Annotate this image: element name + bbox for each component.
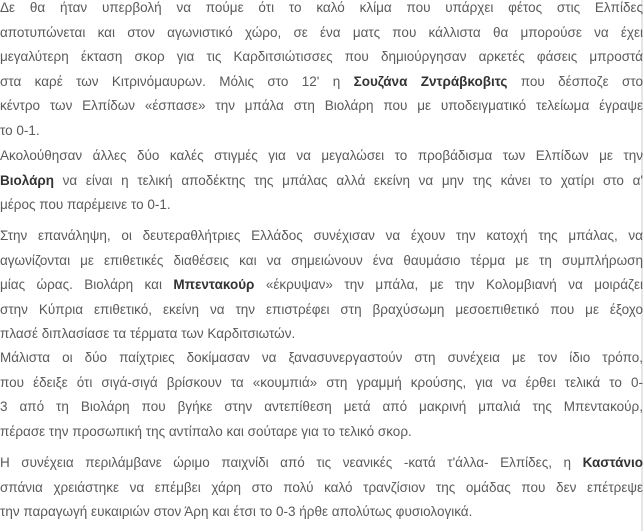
paragraph-4 <box>0 346 643 444</box>
text-line: την παραγωγή ευκαιριών στον Άρη και έτσι το 0-3 ήρθε απολύτως φυσιολογικά. <box>0 504 473 519</box>
text-line: αποτυπώνεται και στον αγωνιστικό χώρο, σε ένα ματς που κάλλιστα θα μπορούσε να έχει <box>0 24 643 40</box>
text-line: στα καρέ των Κιτρινόμαυρων. Μόλις στο 12' η Σουζάνα Ζντράβκοβιτς που δέσποζε στο <box>0 73 643 89</box>
paragraph-5 <box>0 451 643 525</box>
paragraph-1 <box>0 0 643 143</box>
text-line: 3 από τη Βιολάρη που βγήκε στην αντεπίθεση μετά από μακρινή μπαλιά της Μπεντακούρ, <box>0 399 643 414</box>
text-line: μεγαλύτερη έκταση σκορ για τις Καρδιτσιώτισσες που δημιούργησαν αρκετές φάσεις μπροστά <box>0 49 643 64</box>
text-line: Ακολούθησαν άλλες δύο καλές στιγμές για να μεγαλώσει το προβάδισμα των Ελπίδων με την <box>0 148 643 163</box>
player-name-bentacour: Μπεντακούρ <box>173 277 255 292</box>
text-line: Δε θα ήταν υπερβολή να πούμε ότι το καλό κλίμα που υπάρχει φέτος στις Ελπίδες <box>0 0 643 15</box>
text-line: αγωνίζονται με επιθετικές διαθέσεις και να σημειώνουν ένα θαυμάσιο τέρμα με τη συμπλήρωση <box>0 252 643 268</box>
player-name-zdravkovic: Σουζάνα Ζντράβκοβιτς <box>353 73 508 89</box>
text-line: Βιολάρη να είναι η τελική αποδέκτης της μπάλας αλλά εκείνη να μην της κάνει το χατίρι στο α' <box>0 172 643 188</box>
player-name-violari: Βιολάρη <box>0 172 54 188</box>
text-line: κέντρο των Ελπίδων «έσπασε» την μπάλα στη Βιολάρη που με υποδειγματικό τελείωμα έγραψε <box>0 98 643 113</box>
text-line: μίας ώρας. Βιολάρη και Μπεντακούρ «έκρυψαν» την μπάλα, με την Κολομβιανή να μοιράζει <box>0 277 643 292</box>
text-line: που έδειξε ότι σιγά-σιγά βρίσκουν τα «κουμπιά» στη γραμμή κρούσης, για να έρθει τελικά το 0- <box>0 374 643 390</box>
text-line: Η συνέχεια περιλάμβανε ώριμο παιχνίδι από τις νεανικές -κατά τ'άλλα- Ελπίδες, η Καστάνιο <box>0 455 643 470</box>
text-line: πέρασε την προσωπική της αντίπαλο και σούταρε για το τελικό σκορ. <box>0 423 412 439</box>
text-line: πλασέ διπλασίασε τα τέρματα των Καρδιτσιωτών. <box>0 326 296 341</box>
text-line: στην Κύπρια επιθετικό, εκείνη να την επιστρέφει στη βραχύσωμη μεσοεπιθετικό που με έξοχο <box>0 301 643 317</box>
text-line: Μάλιστα οι δύο παίχτριες δοκίμασαν να ξανασυνεργαστούν στη συνέχεια με τον ίδιο τρόπο, <box>0 350 643 365</box>
text-line: Στην επανάληψη, οι δευτεραθλήτριες Ελλάδος συνέχισαν να έχουν την κατοχή της μπάλας, να <box>0 228 643 243</box>
paragraph-2 <box>0 144 643 218</box>
text-line: μέρος που παρέμεινε το 0-1. <box>0 197 171 212</box>
player-name-castano: Καστάνιο <box>582 455 643 470</box>
paragraph-3 <box>0 224 643 347</box>
text-line: το 0-1. <box>0 122 40 138</box>
text-line: σπάνια χρειάστηκε να επέμβει χάρη στο πολύ καλό τρανζίσιον της ομάδας που δεν επέτρεψε <box>0 479 643 495</box>
